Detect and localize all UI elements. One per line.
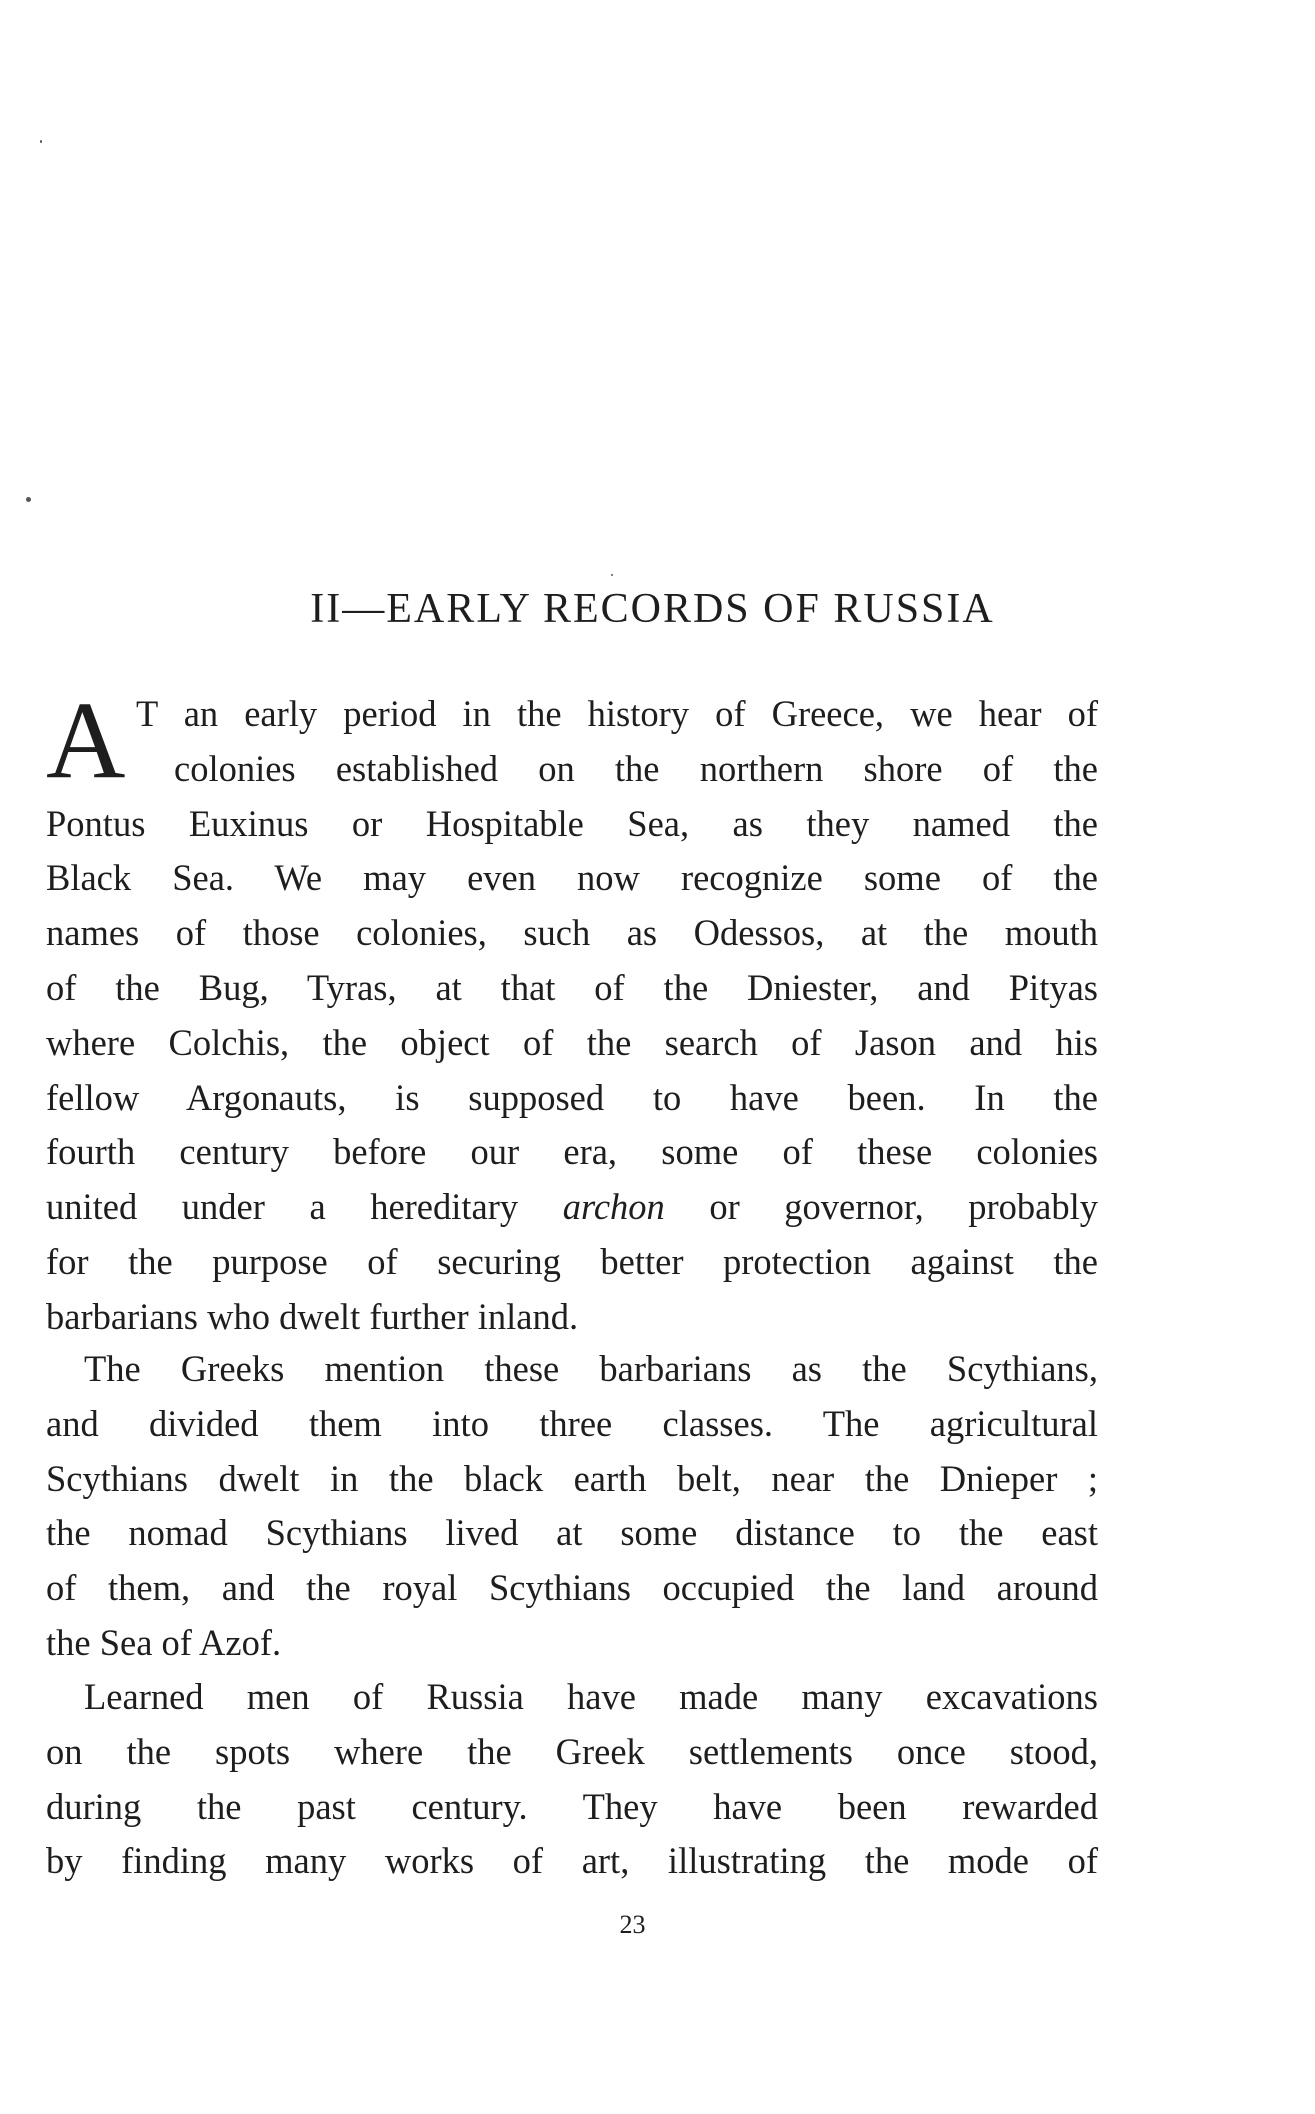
text-line: fellow Argonauts, is supposed to have been. In the: [46, 1076, 1098, 1118]
text-line: The Greeks mention these barbarians as the Scythians,: [84, 1348, 1098, 1389]
text-line: by finding many works of art, illustrating the mode of: [46, 1840, 1098, 1882]
chapter-title: II—EARLY RECORDS OF RUSSIA: [310, 586, 995, 632]
text-line: Pontus Euxinus or Hospitable Sea, as they named the: [46, 802, 1098, 844]
text-line: Learned men of Russia have made many excavations: [84, 1676, 1098, 1717]
text-line: T an early period in the history of Greece, we hear of: [136, 693, 1098, 734]
scan-speck: [611, 574, 613, 576]
text-line: during the past century. They have been rewarded: [46, 1785, 1098, 1827]
text-line-mixed: [46, 1180, 1098, 1235]
paragraph-2: [46, 1342, 1098, 1671]
page-number: 23: [619, 1910, 646, 1939]
text-line: and divided them into three classes. The agricultural: [46, 1402, 1098, 1444]
text-line: names of those colonies, such as Odessos, at the mouth: [46, 912, 1098, 954]
text-line: the Sea of Azof.: [46, 1621, 282, 1663]
scan-speck: [26, 497, 31, 502]
text-line: on the spots where the Greek settlements once stood,: [46, 1730, 1098, 1772]
text-line: of them, and the royal Scythians occupied the land around: [46, 1567, 1098, 1609]
italic-term: archon: [562, 1186, 665, 1228]
paragraph-1: [46, 679, 1099, 1345]
drop-cap: A: [46, 679, 126, 801]
text-line: Scythians dwelt in the black earth belt, near the Dnieper ;: [46, 1457, 1098, 1499]
text-line: colonies established on the northern shore of the: [174, 747, 1098, 789]
text-line: the nomad Scythians lived at some distance to the east: [46, 1512, 1098, 1554]
text-line: fourth century before our era, some of these colonies: [46, 1131, 1098, 1173]
text-line: for the purpose of securing better protection against the: [46, 1240, 1098, 1282]
paragraph-3: [46, 1670, 1098, 1889]
text-line: Black Sea. We may even now recognize some of the: [46, 857, 1098, 899]
text-segment: united under a hereditary: [46, 1186, 519, 1228]
text-line: of the Bug, Tyras, at that of the Dniester, and Pityas: [46, 966, 1098, 1008]
scan-speck: [40, 140, 42, 143]
text-segment: or governor, probably: [709, 1186, 1099, 1228]
text-line: where Colchis, the object of the search of Jason and his: [46, 1021, 1098, 1063]
text-line: barbarians who dwelt further inland.: [46, 1295, 579, 1337]
